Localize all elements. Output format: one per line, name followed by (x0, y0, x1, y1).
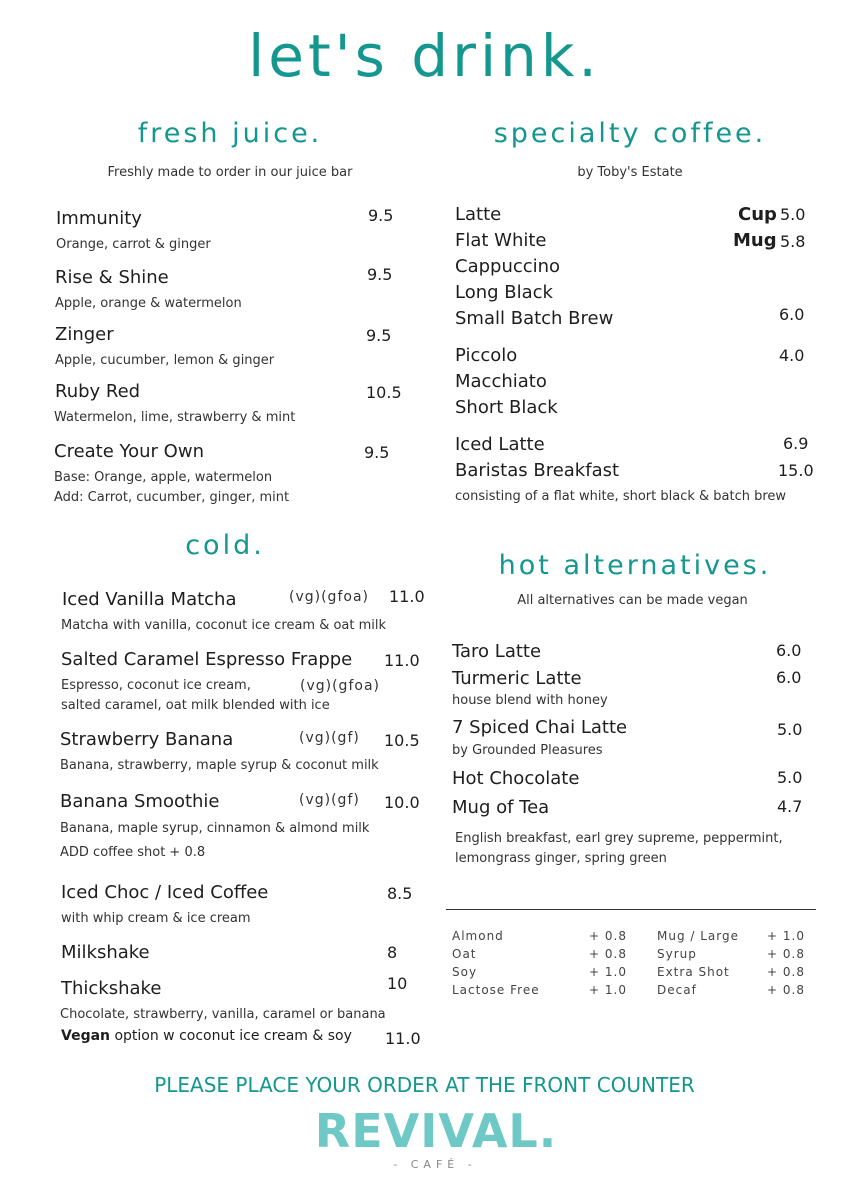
mug-size-label: Mug (733, 230, 777, 251)
menu-item-price: 4.7 (777, 797, 803, 816)
cup-price: 5.0 (780, 205, 806, 224)
menu-item-desc: Apple, orange & watermelon (55, 296, 242, 311)
menu-item-desc: with whip cream & ice cream (61, 911, 251, 926)
menu-item-name: Cappuccino (455, 256, 561, 277)
menu-item-name: Flat White (455, 230, 547, 251)
addon-price: + 0.8 (589, 947, 627, 961)
addon-name: Almond (452, 929, 504, 943)
addon-price: + 1.0 (589, 983, 627, 997)
menu-item-desc: Watermelon, lime, strawberry & mint (54, 410, 296, 425)
dietary-tag: (vg)(gf) (299, 730, 360, 746)
menu-item-desc: Espresso, coconut ice cream, (61, 678, 251, 693)
menu-item-name: 7 Spiced Chai Latte (452, 717, 628, 738)
menu-item-name: Strawberry Banana (60, 729, 234, 750)
vegan-label: Vegan (61, 1028, 110, 1044)
cafe-logo-subtitle: - CAFÉ - (393, 1158, 477, 1171)
menu-item-desc: Orange, carrot & ginger (56, 237, 211, 252)
menu-item-name: Iced Latte (455, 434, 545, 455)
menu-item-name: Small Batch Brew (455, 308, 614, 329)
dietary-tag: (vg)(gfoa) (289, 589, 369, 605)
menu-item-name: Short Black (455, 397, 558, 418)
menu-item-desc: consisting of a flat white, short black & batch brew (455, 489, 787, 504)
vegan-option-price: 11.0 (385, 1029, 421, 1048)
menu-item-name: Immunity (56, 208, 142, 229)
mug-price: 5.8 (780, 232, 806, 251)
menu-item-price: 9.5 (366, 326, 392, 345)
menu-item-price: 10.5 (384, 731, 420, 750)
menu-item-price: 9.5 (364, 443, 390, 462)
menu-item-name: Baristas Breakfast (455, 460, 620, 481)
menu-item-name: Latte (455, 204, 502, 225)
menu-item-name: Rise & Shine (55, 267, 169, 288)
menu-item-name: Taro Latte (452, 641, 542, 662)
menu-item-price: 10.0 (384, 793, 420, 812)
addon-price: + 1.0 (767, 929, 805, 943)
menu-item-price: 11.0 (389, 587, 425, 606)
hot-alternatives-heading: hot alternatives. (498, 550, 772, 581)
menu-item-name: Zinger (55, 324, 114, 345)
menu-item-name: Milkshake (61, 942, 150, 963)
cold-heading: cold. (185, 530, 265, 561)
order-instruction: PLEASE PLACE YOUR ORDER AT THE FRONT COUNTER (154, 1073, 695, 1097)
menu-item-desc-2: salted caramel, oat milk blended with ice (61, 698, 330, 713)
menu-item-name: Long Black (455, 282, 553, 303)
menu-item-price: 6.0 (779, 305, 805, 324)
menu-item-desc: house blend with honey (452, 693, 608, 708)
specialty-coffee-heading: specialty coffee. (493, 118, 767, 149)
menu-title: let's drink. (248, 22, 601, 90)
addon-price: + 1.0 (589, 965, 627, 979)
vegan-option-note (61, 1028, 352, 1044)
menu-item-price: 6.0 (776, 641, 802, 660)
addon-name: Lactose Free (452, 983, 540, 997)
addon-name: Mug / Large (657, 929, 740, 943)
menu-item-name: Iced Vanilla Matcha (62, 589, 237, 610)
dietary-tag: (vg)(gfoa) (300, 678, 380, 694)
menu-item-name: Turmeric Latte (452, 668, 582, 689)
addon-name: Syrup (657, 947, 697, 961)
menu-item-name: Salted Caramel Espresso Frappe (61, 649, 353, 670)
menu-item-name: Iced Choc / Iced Coffee (61, 882, 269, 903)
menu-item-price: 5.0 (777, 768, 803, 787)
addon-price: + 0.8 (589, 929, 627, 943)
menu-item-desc: by Grounded Pleasures (452, 743, 603, 758)
vegan-option-text: option w coconut ice cream & soy (110, 1028, 352, 1044)
menu-item-price: 10 (387, 974, 408, 993)
hot-alternatives-subtitle: All alternatives can be made vegan (517, 593, 748, 608)
menu-item-desc: Matcha with vanilla, coconut ice cream & oat milk (61, 618, 387, 633)
dietary-tag: (vg)(gf) (299, 792, 360, 808)
addon-price: + 0.8 (767, 965, 805, 979)
menu-item-desc-2: ADD coffee shot + 0.8 (60, 845, 206, 860)
menu-item-price: 5.0 (777, 720, 803, 739)
menu-item-name: Banana Smoothie (60, 791, 220, 812)
menu-item-desc: Chocolate, strawberry, vanilla, caramel or banana (60, 1007, 386, 1022)
menu-item-desc-2: lemongrass ginger, spring green (455, 851, 667, 866)
menu-item-name: Macchiato (455, 371, 547, 392)
menu-item-price: 9.5 (367, 265, 393, 284)
addon-price: + 0.8 (767, 983, 805, 997)
menu-item-name: Create Your Own (54, 441, 204, 462)
cup-size-label: Cup (738, 204, 777, 225)
menu-item-price: 8.5 (387, 884, 413, 903)
fresh-juice-subtitle: Freshly made to order in our juice bar (107, 165, 353, 180)
menu-item-desc: English breakfast, earl grey supreme, peppermint, (455, 831, 783, 846)
revival-logo: REVIVAL. (314, 1104, 558, 1158)
menu-item-price: 9.5 (368, 206, 394, 225)
menu-item-name: Thickshake (61, 978, 162, 999)
menu-item-desc: Apple, cucumber, lemon & ginger (55, 353, 275, 368)
menu-item-price: 6.0 (776, 668, 802, 687)
menu-item-desc: Banana, maple syrup, cinnamon & almond milk (60, 821, 370, 836)
menu-item-price: 8 (387, 943, 398, 962)
menu-item-price: 10.5 (366, 383, 402, 402)
menu-item-price: 11.0 (384, 651, 420, 670)
addon-name: Decaf (657, 983, 697, 997)
menu-item-price: 6.9 (783, 434, 809, 453)
menu-item-desc-2: Add: Carrot, cucumber, ginger, mint (54, 490, 290, 505)
menu-item-name: Piccolo (455, 345, 518, 366)
menu-item-name: Mug of Tea (452, 797, 550, 818)
addon-price: + 0.8 (767, 947, 805, 961)
addon-name: Oat (452, 947, 477, 961)
menu-item-desc: Banana, strawberry, maple syrup & coconut milk (60, 758, 379, 773)
addons-divider (446, 909, 816, 910)
menu-item-price: 15.0 (778, 461, 814, 480)
addon-name: Soy (452, 965, 478, 979)
specialty-coffee-subtitle: by Toby's Estate (577, 165, 683, 180)
menu-item-name: Ruby Red (55, 381, 141, 402)
menu-item-name: Hot Chocolate (452, 768, 580, 789)
menu-item-desc: Base: Orange, apple, watermelon (54, 470, 273, 485)
menu-item-price: 4.0 (779, 346, 805, 365)
addon-name: Extra Shot (657, 965, 730, 979)
fresh-juice-heading: fresh juice. (137, 118, 323, 149)
